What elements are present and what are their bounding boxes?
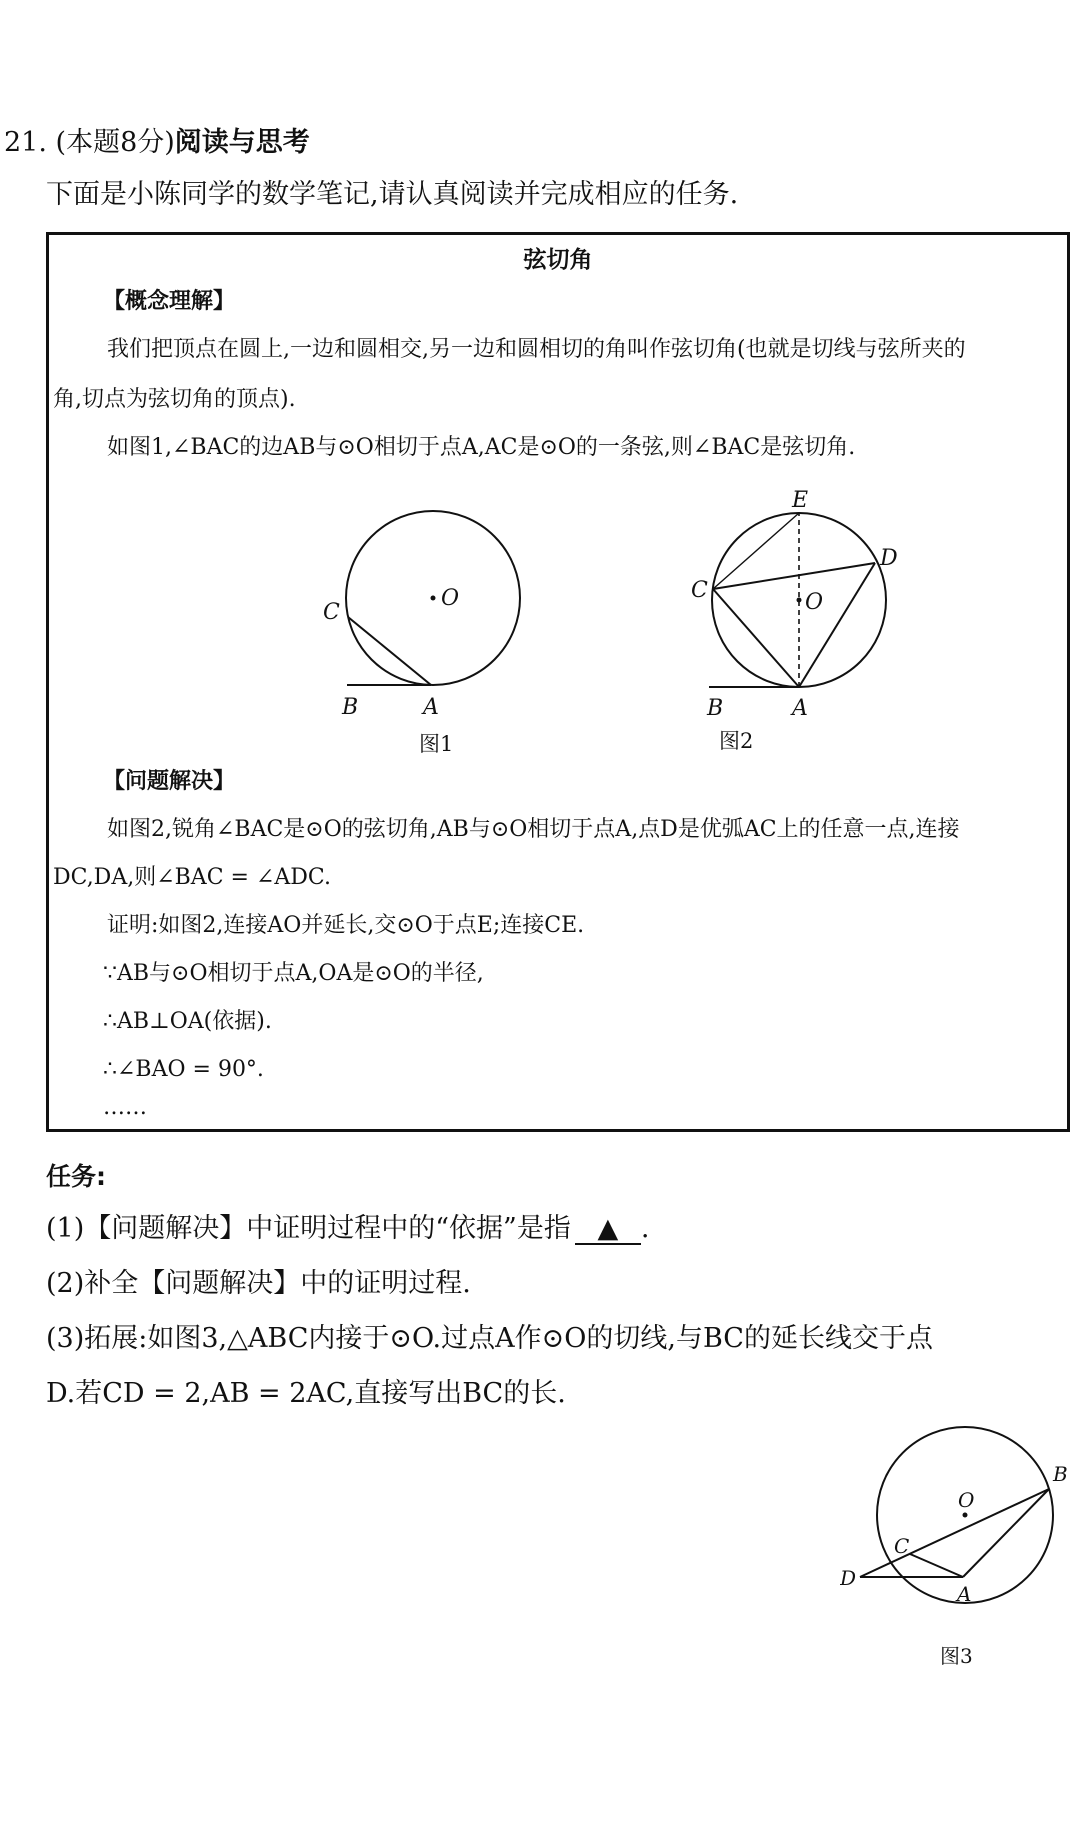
question-number: 21.	[4, 127, 47, 158]
fig1-chord-ac	[348, 617, 431, 685]
proof-line-4: ∴∠BAO = 90°.	[103, 1057, 264, 1082]
concept-line-1: 我们把顶点在圆上,一边和圆相交,另一边和圆相切的角叫作弦切角(也就是切线与弦所夹的	[107, 337, 966, 362]
fig2-label-c: C	[691, 578, 708, 603]
fig3-label-d: D	[840, 1566, 857, 1590]
fig3-label-c: C	[894, 1534, 910, 1558]
fig2-line-da	[799, 563, 875, 687]
fig3-label-b: B	[1053, 1462, 1068, 1486]
problem-line-2: DC,DA,则∠BAC = ∠ADC.	[53, 865, 331, 890]
figure-3	[840, 1415, 1070, 1630]
fig3-line-ba	[963, 1489, 1049, 1577]
figure-2	[669, 485, 929, 725]
fig1-label-a: A	[423, 695, 439, 720]
task-1-text: (1)【问题解决】中证明过程中的“依据”是指	[46, 1213, 571, 1244]
note-title: 弦切角	[523, 247, 593, 273]
problem-heading: 【问题解决】	[103, 769, 236, 794]
problem-line-1: 如图2,锐角∠BAC是⊙O的弦切角,AB与⊙O相切于点A,点D是优弧AC上的任意一点,连接	[107, 817, 960, 842]
fig2-label-d: D	[880, 546, 898, 571]
proof-line-2: ∵AB与⊙O相切于点A,OA是⊙O的半径,	[103, 961, 484, 986]
fig1-center-dot	[431, 596, 436, 601]
fig1-label-o: O	[441, 586, 460, 611]
fig3-label-a: A	[957, 1582, 972, 1606]
fig2-label-a: A	[792, 696, 808, 721]
fig2-center-dot	[797, 598, 802, 603]
fig1-label-b: B	[342, 695, 359, 720]
question-intro: 下面是小陈同学的数学笔记,请认真阅读并完成相应的任务.	[46, 179, 739, 210]
fig2-label-e: E	[792, 488, 809, 513]
fig3-label-o: O	[958, 1488, 975, 1512]
fig3-line-ca	[910, 1554, 963, 1577]
fig3-line-db	[860, 1489, 1049, 1577]
task-2: (2)补全【问题解决】中的证明过程.	[46, 1268, 471, 1299]
task-1-answer-blank: ▲	[575, 1215, 641, 1245]
fig3-caption: 图3	[940, 1644, 973, 1668]
task-3-line-1: (3)拓展:如图3,△ABC内接于⊙O.过点A作⊙O的切线,与BC的延长线交于点	[46, 1323, 933, 1354]
fig1-description: 如图1,∠BAC的边AB与⊙O相切于点A,AC是⊙O的一条弦,则∠BAC是弦切角.	[107, 435, 856, 460]
task-1	[46, 1212, 649, 1246]
fig2-label-b: B	[707, 696, 724, 721]
proof-ellipsis: ……	[103, 1095, 147, 1120]
concept-line-2: 角,切点为弦切角的顶点).	[53, 387, 296, 412]
question-meta: (本题8分)	[55, 127, 175, 158]
fig2-chord-ca	[713, 589, 799, 687]
fig2-caption: 图2	[719, 729, 754, 753]
figure-1	[279, 505, 559, 750]
task-1-suffix: .	[640, 1213, 650, 1244]
fig1-caption: 图1	[419, 732, 454, 756]
question-header	[4, 126, 310, 160]
proof-line-3: ∴AB⊥OA(依据).	[103, 1009, 272, 1034]
task-3-line-2: D.若CD = 2,AB = 2AC,直接写出BC的长.	[46, 1378, 566, 1409]
note-box	[46, 232, 1070, 1132]
tasks-heading: 任务:	[46, 1162, 106, 1191]
fig1-label-c: C	[323, 600, 340, 625]
fig3-center-dot	[963, 1513, 968, 1518]
fig2-label-o: O	[805, 590, 824, 615]
concept-heading: 【概念理解】	[103, 289, 236, 314]
proof-line-1: 证明:如图2,连接AO并延长,交⊙O于点E;连接CE.	[107, 913, 585, 938]
question-topic: 阅读与思考	[174, 127, 310, 158]
